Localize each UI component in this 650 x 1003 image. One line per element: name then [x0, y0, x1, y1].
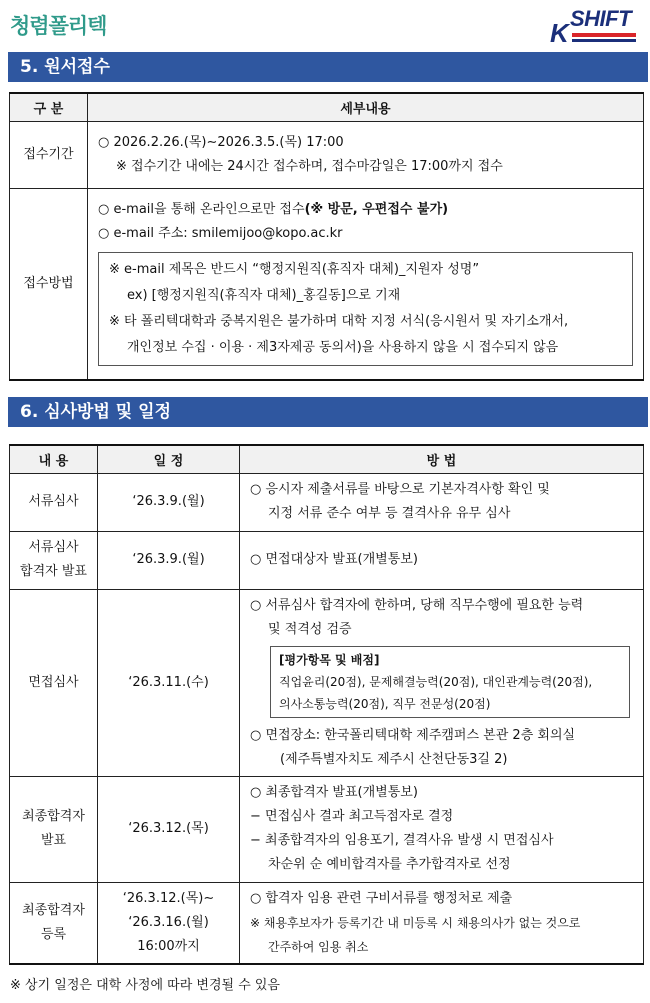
period-note: ※ 접수기간 내에는 24시간 접수하며, 접수마감일은 17:00까지 접수: [116, 158, 503, 174]
row-label: [10, 776, 98, 882]
doc-review-line2: 지정 서류 준수 여부 등 결격사유 유무 심사: [268, 506, 511, 521]
method-label: 접수방법: [10, 188, 88, 380]
interview-line1: ○ 서류심사 합격자에 한하며, 당해 직무수행에 필요한 능력: [250, 597, 584, 613]
footnote: ※ 상기 일정은 대학 사정에 따라 변경될 수 있음: [10, 978, 280, 993]
notice-duplicate: ※ 타 폴리텍대학과 중복지원은 불가하며 대학 지정 서식(응시원서 및 자기소개서,: [109, 313, 569, 329]
logo-red-bar: [572, 33, 636, 37]
evaluation-items-1: 직업윤리(20점), 문제해결능력(20점), 대인관계능력(20점),: [279, 674, 593, 689]
row-date-line1: ‘26.3.12.(목)∼: [122, 890, 215, 906]
table-row: [10, 776, 644, 882]
table-row: [10, 882, 644, 964]
row-date: ‘26.3.9.(월): [98, 531, 240, 589]
header-category: 구 분: [10, 93, 88, 121]
period-label: 접수기간: [10, 121, 88, 188]
interview-place: ○ 면접장소: 한국폴리텍대학 제주캠퍼스 본관 2층 회의실: [250, 727, 576, 743]
method-notice-box: [98, 252, 633, 366]
section6-title: 6. 심사방법 및 일정: [8, 397, 648, 427]
row-method: [240, 776, 644, 882]
table-row: [10, 531, 644, 589]
table-row: [10, 589, 644, 776]
row-label: [10, 882, 98, 964]
row-date: ‘26.3.9.(월): [98, 473, 240, 531]
interview-address: (제주특별자치도 제주시 산천단동3길 2): [280, 751, 508, 767]
cheongryeom-polytech-logo: [10, 8, 106, 42]
doc-review-line1: ○ 응시자 제출서류를 바탕으로 기본자격사항 확인 및: [250, 482, 550, 497]
logo-k-letter: K: [550, 18, 569, 48]
review-schedule-table: [9, 444, 644, 965]
row-date: [98, 882, 240, 964]
row-label-line2: 합격자 발표: [20, 564, 87, 579]
interview-line2: 및 적격성 검증: [268, 621, 352, 637]
period-content: [88, 121, 644, 188]
row-label-line1: 최종합격자: [22, 809, 85, 824]
evaluation-items-2: 의사소통능력(20점), 직무 전문성(20점): [279, 696, 491, 711]
method-email-only: [98, 198, 633, 222]
page-header: [0, 0, 650, 50]
evaluation-box: [270, 646, 630, 718]
row-date-line2: ‘26.3.16.(월): [128, 914, 209, 930]
row-label: [10, 531, 98, 589]
method-email-address: ○ e-mail 주소: smilemijoo@kopo.ac.kr: [98, 225, 343, 241]
registration-line2: ※ 채용후보자가 등록기간 내 미등록 시 채용의사가 없는 것으로: [250, 915, 581, 930]
table-row: [10, 473, 644, 531]
registration-line3: 간주하여 임용 취소: [268, 939, 369, 954]
notice-forms: 개인정보 수집 · 이용 · 제3자제공 동의서)을 사용하지 않을 시 접수되지 않음: [127, 339, 559, 355]
final-announce-line2: − 면접심사 결과 최고득점자로 결정: [250, 809, 454, 824]
method-no-visit-note: (※ 방문, 우편접수 불가): [304, 201, 449, 217]
method-content: [88, 188, 644, 380]
k-shift-logo: [550, 6, 640, 48]
notice-subject: ※ e-mail 제목은 반드시 “행정지원직(휴직자 대체)_지원자 성명”: [109, 261, 480, 277]
header-schedule: 일 정: [98, 445, 240, 473]
method-email-only-text: ○ e-mail을 통해 온라인으로만 접수: [98, 201, 305, 217]
row-method: [240, 589, 644, 776]
table-row-method: [10, 188, 644, 380]
final-announce-line4: 차순위 순 예비합격자를 추가합격자로 선정: [268, 857, 511, 872]
row-method: [240, 882, 644, 964]
final-announce-line1: ○ 최종합격자 발표(개별통보): [250, 785, 418, 800]
row-method: [240, 531, 644, 589]
header-method: 방 법: [240, 445, 644, 473]
notice-example: ex) [행정지원직(휴직자 대체)_홍길동]으로 기재: [127, 287, 401, 303]
table-header-row: [10, 93, 644, 121]
table-header-row: [10, 445, 644, 473]
evaluation-title: [평가항목 및 배점]: [279, 652, 380, 667]
logo-left-text: 청렴폴리텍: [10, 13, 107, 38]
application-table: [9, 92, 644, 381]
row-label-line1: 최종합격자: [22, 902, 85, 918]
row-label: 면접심사: [10, 589, 98, 776]
header-details: 세부내용: [88, 93, 644, 121]
period-dates: ○ 2026.2.26.(목)∼2026.3.5.(목) 17:00: [98, 134, 344, 150]
row-date: ‘26.3.11.(수): [98, 589, 240, 776]
row-method: [240, 473, 644, 531]
row-label-line2: 등록: [40, 926, 67, 942]
section5-title: 5. 원서접수: [8, 52, 648, 82]
table-row-period: [10, 121, 644, 188]
row-label-line2: 발표: [40, 833, 67, 848]
row-date: ‘26.3.12.(목): [98, 776, 240, 882]
row-label: 서류심사: [10, 473, 98, 531]
logo-blue-bar: [572, 39, 636, 42]
doc-pass-announce: ○ 면접대상자 발표(개별통보): [250, 552, 418, 567]
header-content: 내 용: [10, 445, 98, 473]
row-label-line1: 서류심사: [28, 540, 79, 555]
row-date-line3: 16:00까지: [137, 938, 200, 954]
final-announce-line3: − 최종합격자의 임용포기, 결격사유 발생 시 면접심사: [250, 833, 554, 848]
logo-shift-text: SHIFT: [570, 6, 632, 31]
registration-line1: ○ 합격자 임용 관련 구비서류를 행정처로 제출: [250, 890, 513, 906]
